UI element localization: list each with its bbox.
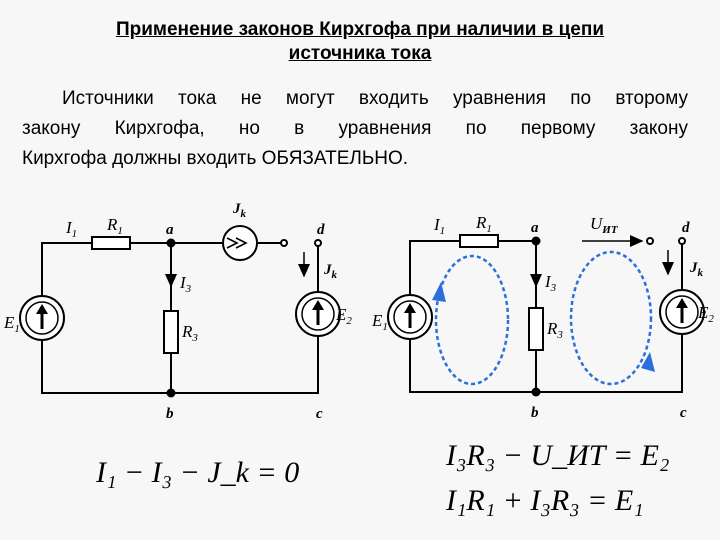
left-R3-label: R [182, 322, 193, 341]
title-line-2: источника тока [288, 43, 432, 64]
svg-text:E2: $E_2$ [336, 305, 352, 327]
left-R3-resistor [164, 311, 178, 353]
svg-text:UИТ: $U_{ИТ}$ [590, 214, 618, 236]
left-I1-label: I [66, 218, 72, 237]
equation-right-1: I₃R₃ − U_ИТ = E₂ [446, 439, 670, 472]
left-E1-label: E [4, 313, 15, 332]
left-Jk-top-label: J [233, 201, 241, 217]
loop-left [436, 256, 508, 384]
equation-left: I₁ − I₃ − J_k = 0 [96, 456, 300, 489]
svg-text:R1: $R_1$ [107, 215, 123, 237]
intro-line-1: Источники тока не могут входить уравнения по второму [62, 88, 688, 109]
left-node-c-label: c [316, 406, 323, 422]
svg-text:Jk: $J_k$ [690, 260, 703, 279]
svg-text:I1: $I_1$ [66, 218, 78, 240]
right-I1-label: I [434, 215, 440, 234]
right-R1-label: R [476, 213, 487, 232]
left-node-a-label: a [166, 222, 174, 238]
right-node-c-label: c [680, 405, 687, 421]
right-wire-top-left [410, 241, 460, 294]
right-R3-label: R [547, 319, 558, 338]
left-Jk-side-label: J [324, 262, 332, 278]
right-E2-label: E [698, 303, 709, 322]
right-R3-resistor [529, 308, 543, 350]
left-Jk-source [223, 226, 257, 260]
right-node-b [533, 389, 540, 396]
svg-text:R3: $R_3$ [182, 322, 198, 344]
svg-text:Jk: $J_k$ [233, 201, 246, 220]
left-circuit [20, 226, 340, 397]
right-I3-label: I [545, 272, 551, 291]
right-node-a [533, 238, 540, 245]
svg-text:I3: $I_3$ [545, 272, 557, 294]
svg-text:E2: $E_2$ [698, 303, 714, 325]
right-U-label: U [590, 214, 603, 233]
right-terminal-d1 [647, 238, 653, 244]
svg-text:E1: $E_1$ [4, 313, 20, 335]
equation-right-2: I₁R₁ + I₃R₃ = E₁ [446, 484, 644, 517]
right-Jk-side-label: J [690, 260, 698, 276]
svg-text:Jk: $J_k$ [324, 262, 337, 281]
left-R1-resistor [92, 237, 130, 249]
left-terminal-d2 [315, 240, 321, 246]
svg-text:R1: $R_1$ [476, 213, 492, 235]
svg-text:I3: $I_3$ [180, 273, 192, 295]
svg-text:E1: $E_1$ [372, 311, 388, 333]
left-node-b [168, 390, 175, 397]
right-node-d-label: d [682, 220, 690, 236]
left-wire-right [42, 243, 318, 393]
left-E2-label: E [336, 305, 347, 324]
right-terminal-d2 [679, 238, 685, 244]
right-node-a-label: a [531, 220, 539, 236]
right-wire-right [410, 241, 682, 392]
left-terminal-d1 [281, 240, 287, 246]
intro-line-2: закону Кирхгофа, но в уравнения по первому закону [22, 118, 688, 139]
loop-right [571, 252, 651, 384]
left-node-b-label: b [166, 406, 174, 422]
svg-text:R3: $R_3$ [547, 319, 563, 341]
right-E1-label: E [372, 311, 383, 330]
left-I3-label: I [180, 273, 186, 292]
left-R1-label: R [107, 215, 118, 234]
left-node-d-label: d [317, 222, 325, 238]
right-R1-resistor [460, 235, 498, 247]
right-node-b-label: b [531, 405, 539, 421]
intro-line-3: Кирхгофа должны входить ОБЯЗАТЕЛЬНО. [22, 148, 409, 169]
loop-left-arrow [432, 282, 446, 302]
left-node-a [168, 240, 175, 247]
title-line-1: Применение законов Кирхгофа при наличии в цепи [115, 19, 605, 40]
svg-text:I1: $I_1$ [434, 215, 446, 237]
